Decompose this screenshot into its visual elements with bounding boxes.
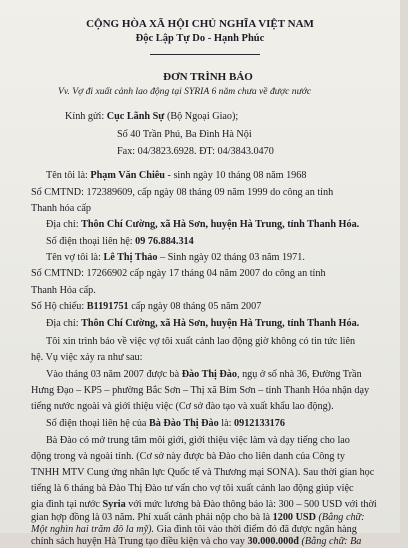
body-p3a: Số điện thoại liên hệ của xyxy=(46,418,149,429)
body-p4-l4: tiếng là 6 tháng bà Đào Thị Đào tư vấn cho vợ tôi xuất cảnh lao động giúp việc xyxy=(31,483,354,494)
recipient-note: (Bộ Ngoại Giao); xyxy=(166,111,239,122)
body-p4-l3: TNHH MTV Cung ứng nhân lực Quốc tế và Thương mại SONA). Sau thời gian học xyxy=(31,467,375,478)
recipient-prefix: Kính gửi: xyxy=(65,111,105,122)
body-p2-l3: tiếng nước ngoài và giới thiệu việc (Cơ sở đào tạo và xuất khẩu lao động). xyxy=(31,401,334,412)
body-p2-l1a: Vào tháng 03 năm 2007 được bà xyxy=(46,369,182,380)
body-p3 xyxy=(46,418,285,430)
document-title: ĐƠN TRÌNH BÁO xyxy=(163,71,253,83)
wife-address-label: Địa chỉ: xyxy=(46,318,82,329)
body-p4-l1: Bà Đào có mở trung tâm môi giới, giới thiệu việc làm và dạy tiếng cho lao xyxy=(46,435,350,446)
loan-amount: 30.000.000đ xyxy=(247,536,299,547)
header-underline xyxy=(150,54,260,55)
applicant-id: Số CMTND: 172389609, cấp ngày 08 tháng 09 năm 1999 do công an tỉnh xyxy=(31,187,334,198)
applicant-address-label: Địa chỉ: xyxy=(46,219,82,230)
wife-id-cont: Thanh Hóa cấp. xyxy=(31,285,96,296)
wife-address: Thôn Chí Cường, xã Hà Sơn, huyện Hà Trung, tỉnh Thanh Hóa. xyxy=(81,318,360,329)
applicant-phone-label: Số điện thoại liên hệ: xyxy=(46,236,136,247)
body-p4-l7 xyxy=(31,524,357,536)
wife-passport-label: Số Hộ chiếu: xyxy=(31,301,87,312)
body-p2-l2: Hưng Đạo – KP5 – phường Bắc Sơn – Thị xã Bỉm Sơn – tỉnh Thanh Hóa nhận dạy xyxy=(31,385,370,396)
body-p4-l8 xyxy=(31,536,361,548)
wife-name: Lê Thị Thảo xyxy=(103,252,158,263)
agent-phone: 0912133176 xyxy=(234,418,285,429)
recipient-name: Cục Lãnh Sự xyxy=(106,111,165,122)
body-p4-l5a: gia đình tại nước xyxy=(31,499,103,510)
subject-line: Vv. Vợ đi xuất cảnh lao động tại SYRIA 6 năm chưa về được nước xyxy=(58,86,312,97)
fee-amount: 1200 USD xyxy=(272,512,316,523)
agent-name-2: Bà Đào Thị Đào xyxy=(148,418,219,429)
wife-passport-line xyxy=(31,301,261,313)
body-p4-l8a: chính sách huyện Hà Trung tạo điều kiện và cho vay xyxy=(31,536,248,547)
applicant-address-line xyxy=(46,219,359,231)
wife-name-label: Tên vợ tôi là: xyxy=(46,252,104,263)
wife-id: Số CMTND: 17266902 cấp ngày 17 tháng 04 năm 2007 do công an tỉnh xyxy=(31,268,326,279)
recipient-line xyxy=(65,111,238,123)
body-p4-l7b: Gia đình tôi vào thời điểm đó đã được ngân hàng xyxy=(154,524,357,535)
body-p4-l6a: gian hợp đồng là 03 năm. Phí xuất cảnh phải nộp cho bà là xyxy=(31,512,273,523)
body-p2-l1 xyxy=(46,369,362,381)
body-p1-l2: hệ. Vụ việc xảy ra như sau: xyxy=(31,352,143,363)
wife-passport-rest: cấp ngày 08 tháng 05 năm 2007 xyxy=(128,301,262,312)
body-p4-l6c: (Bằng chữ: xyxy=(315,512,365,523)
body-p3c: là: xyxy=(218,418,234,429)
applicant-name-label: Tên tôi là: xyxy=(46,170,91,181)
body-p1-l1: Tôi xin trình báo về việc vợ tôi xuất cảnh lao động giờ không có tin tức liên xyxy=(46,336,356,347)
motto: Độc Lập Tự Do - Hạnh Phúc xyxy=(135,33,265,44)
applicant-phone: 09 76.884.314 xyxy=(135,236,194,247)
applicant-phone-line xyxy=(46,236,194,248)
applicant-address: Thôn Chí Cường, xã Hà Sơn, huyện Hà Trung, tỉnh Thanh Hóa. xyxy=(81,219,360,230)
country-syria: Syria xyxy=(102,499,126,510)
wife-address-line xyxy=(46,318,359,330)
fee-in-words: Một nghìn hai trăm đô la mỹ). xyxy=(31,524,155,535)
applicant-name-line xyxy=(46,170,306,182)
body-p2-l1c: , ngụ ở số nhà 36, Đường Trần xyxy=(236,369,362,380)
agent-name: Đào Thị Đào xyxy=(181,369,237,380)
wife-birth: – Sinh ngày 02 tháng 03 năm 1971. xyxy=(157,252,305,263)
body-p4-l8c: (Bằng chữ: Ba xyxy=(298,536,362,547)
body-p4-l2: động trong và ngoài tỉnh. (Cơ sở này được bà Đào cho liên danh của Công ty xyxy=(31,451,345,462)
body-p4-l6 xyxy=(31,512,365,524)
body-p4-l5c: với mức lương bà Đào thông báo là: 300 – 500 USD với thời xyxy=(125,499,377,510)
applicant-id-cont: Thanh hóa cấp xyxy=(31,203,91,214)
recipient-contact: Fax: 04/3823.6928. ĐT: 04/3843.0470 xyxy=(117,146,274,157)
body-p4-l5 xyxy=(31,499,377,511)
wife-passport: B1191751 xyxy=(86,301,129,312)
applicant-name: Phạm Văn Chiêu xyxy=(90,170,165,181)
recipient-address: Số 40 Trần Phú, Ba Đình Hà Nội xyxy=(117,129,252,140)
wife-name-line xyxy=(46,252,305,264)
applicant-birth: - sinh ngày 10 tháng 08 năm 1968 xyxy=(164,170,307,181)
country-header: CỘNG HÒA XÃ HỘI CHỦ NGHĨA VIỆT NAM xyxy=(86,18,314,30)
